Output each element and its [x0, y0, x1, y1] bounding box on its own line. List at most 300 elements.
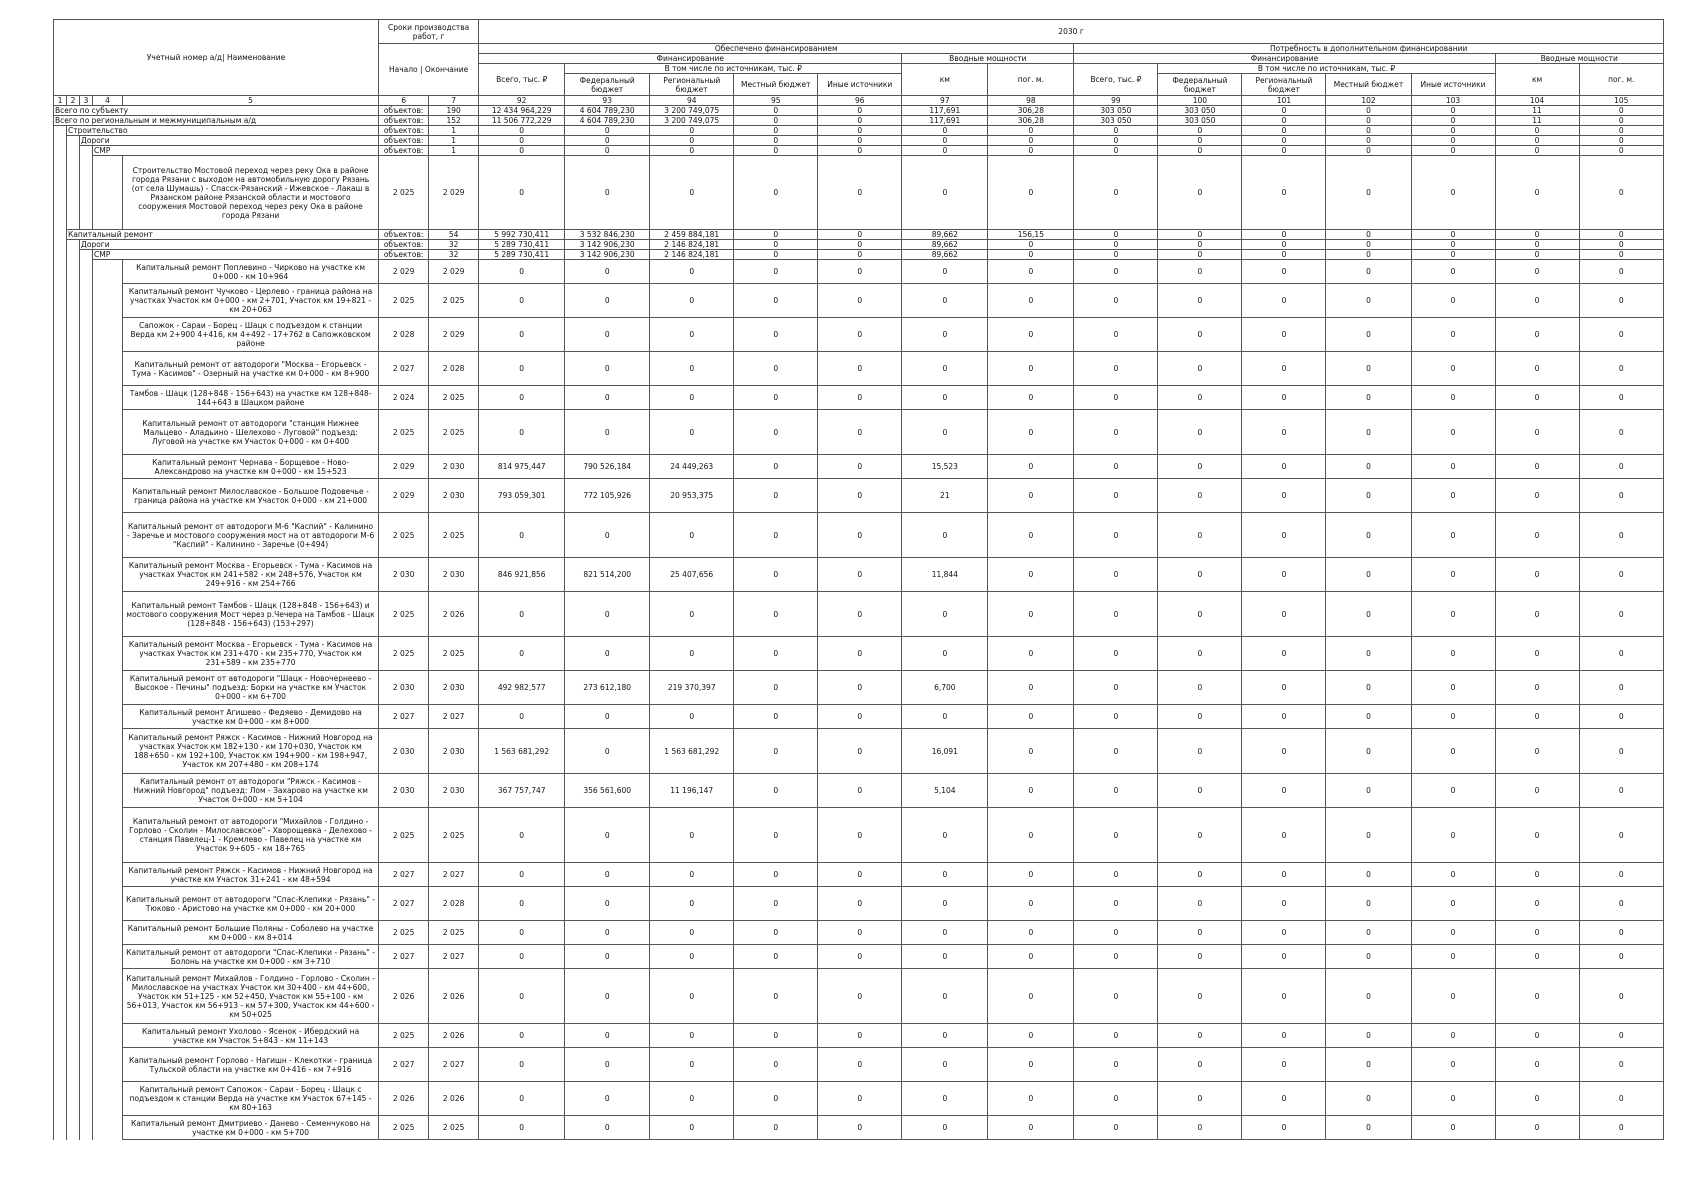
value-cell: 0 — [1242, 637, 1326, 671]
value-cell: 0 — [650, 1116, 734, 1140]
value-cell: 2 146 824,181 — [650, 240, 734, 250]
end-year: 2 030 — [429, 774, 479, 808]
value-cell: 0 — [1326, 969, 1411, 1024]
value-cell: 0 — [1495, 284, 1579, 318]
value-cell: 0 — [1242, 116, 1326, 126]
value-cell: 0 — [565, 1082, 650, 1116]
value-cell: 0 — [902, 1048, 988, 1082]
start-year: 2 025 — [379, 1116, 429, 1140]
indent-cell — [67, 352, 80, 386]
value-cell: 0 — [902, 386, 988, 410]
start-year: 2 025 — [379, 410, 429, 455]
object-name: Капитальный ремонт Сапожок - Сараи - Борец - Шацк с подъездом к станции Верда на участке км Участок 67+145 - км 80+163 — [123, 1082, 379, 1116]
start-year: 2 029 — [379, 455, 429, 479]
value-cell: 0 — [479, 1048, 565, 1082]
value-cell: 0 — [1158, 479, 1242, 513]
indent-cell — [54, 1116, 67, 1140]
end-year: 1 — [429, 136, 479, 146]
indent-cell — [67, 671, 80, 705]
value-cell: 0 — [1411, 592, 1495, 637]
summary-row — [54, 250, 1664, 260]
object-row — [54, 863, 1664, 887]
value-cell: 0 — [1074, 558, 1158, 592]
start-year: объектов: — [379, 230, 429, 240]
value-cell: 0 — [1326, 146, 1411, 156]
value-cell: 1 563 681,292 — [650, 729, 734, 774]
value-cell: 0 — [1411, 156, 1495, 230]
start-year: объектов: — [379, 146, 429, 156]
value-cell: 0 — [1326, 410, 1411, 455]
year-header: 2030 г — [479, 20, 1664, 44]
indent-cell — [54, 126, 67, 136]
value-cell: 0 — [1495, 260, 1579, 284]
value-cell: 0 — [1579, 558, 1663, 592]
end-year: 1 — [429, 146, 479, 156]
indent-cell — [93, 479, 123, 513]
value-cell: 0 — [1074, 705, 1158, 729]
end-year: 190 — [429, 106, 479, 116]
object-name: Капитальный ремонт от автодороги "Спас-Клепики - Рязань" - Болонь на участке км 0+000 - км 3+710 — [123, 945, 379, 969]
value-cell: 0 — [565, 729, 650, 774]
value-cell: 0 — [1579, 1116, 1663, 1140]
value-cell: 0 — [1411, 318, 1495, 352]
indent-cell — [80, 284, 93, 318]
value-cell: 0 — [988, 671, 1074, 705]
object-name: Капитальный ремонт Ряжск - Касимов - Нижний Новгород на участках Участок км 182+130 - км 170+030, Участок км 188+650 - км 192+100, Участок км 194+900 - км 198+947, Участок км 207+480 - км 208+174 — [123, 729, 379, 774]
value-cell: 0 — [734, 729, 818, 774]
object-name: Капитальный ремонт Милославское - Большое Подовечье - граница района на участке км Участок 0+000 - км 21+000 — [123, 479, 379, 513]
value-cell: 0 — [1326, 1048, 1411, 1082]
value-cell: 5 992 730,411 — [479, 230, 565, 240]
value-cell: 0 — [1326, 240, 1411, 250]
value-cell: 0 — [818, 284, 902, 318]
indent-cell — [67, 921, 80, 945]
value-cell: 0 — [818, 969, 902, 1024]
value-cell: 0 — [1579, 808, 1663, 863]
object-row — [54, 455, 1664, 479]
end-year: 152 — [429, 116, 479, 126]
value-cell: 0 — [479, 146, 565, 156]
value-cell: 0 — [1326, 1082, 1411, 1116]
indent-cell — [54, 592, 67, 637]
value-cell: 0 — [818, 410, 902, 455]
account-name-header: Учетный номер а/д| Наименование — [54, 20, 379, 96]
end-year: 54 — [429, 230, 479, 240]
value-cell: 0 — [479, 945, 565, 969]
indent-cell — [67, 513, 80, 558]
value-cell: 3 142 906,230 — [565, 250, 650, 260]
value-cell: 0 — [1326, 116, 1411, 126]
end-year: 2 029 — [429, 318, 479, 352]
object-name: Капитальный ремонт от автодороги "Спас-Клепики - Рязань" - Тюково - Аристово на участке км 0+000 - км 20+000 — [123, 887, 379, 921]
value-cell: 0 — [902, 513, 988, 558]
indent-cell — [80, 969, 93, 1024]
indent-cell — [93, 969, 123, 1024]
value-cell: 0 — [988, 863, 1074, 887]
indent-cell — [80, 774, 93, 808]
indent-cell — [67, 1048, 80, 1082]
indent-cell — [67, 1082, 80, 1116]
value-cell: 0 — [650, 592, 734, 637]
value-cell: 0 — [818, 1024, 902, 1048]
start-year: 2 026 — [379, 1082, 429, 1116]
value-cell: 0 — [818, 558, 902, 592]
indent-cell — [54, 921, 67, 945]
indent-cell — [54, 230, 67, 240]
value-cell: 0 — [1242, 705, 1326, 729]
value-cell: 0 — [1158, 705, 1242, 729]
value-cell: 0 — [1579, 116, 1663, 126]
col-number: 97 — [902, 96, 988, 106]
value-cell: 0 — [818, 1082, 902, 1116]
col-number: 105 — [1579, 96, 1663, 106]
value-cell: 0 — [650, 969, 734, 1024]
value-cell: 0 — [1495, 637, 1579, 671]
value-cell: 0 — [734, 887, 818, 921]
end-year: 2 030 — [429, 558, 479, 592]
value-cell: 0 — [902, 352, 988, 386]
value-cell: 0 — [902, 260, 988, 284]
object-row — [54, 1048, 1664, 1082]
indent-cell — [80, 1082, 93, 1116]
value-cell: 0 — [1495, 386, 1579, 410]
object-name: Капитальный ремонт Поплевино - Чирково на участке км 0+000 - км 10+964 — [123, 260, 379, 284]
value-cell: 0 — [988, 513, 1074, 558]
value-cell: 0 — [1411, 126, 1495, 136]
value-cell: 0 — [818, 863, 902, 887]
value-cell: 0 — [1579, 1024, 1663, 1048]
federal-header-secured: Федеральный бюджет — [565, 74, 650, 96]
value-cell: 0 — [1411, 774, 1495, 808]
value-cell: 0 — [988, 558, 1074, 592]
indent-cell — [93, 156, 123, 230]
value-cell: 0 — [988, 260, 1074, 284]
value-cell: 0 — [902, 410, 988, 455]
value-cell: 0 — [1411, 863, 1495, 887]
value-cell: 0 — [1074, 146, 1158, 156]
value-cell: 0 — [1579, 671, 1663, 705]
object-name: Капитальный ремонт Михайлов - Голдино - Горлово - Сколин - Милославское на участках Участок км 30+400 - км 44+600, Участок км 51+125 - км 52+450, Участок км 55+100 - км 56+013, Участок км 56+913 - км 57+300, Участок км 44+600 - км 50+025 — [123, 969, 379, 1024]
value-cell: 0 — [988, 637, 1074, 671]
indent-cell — [67, 1116, 80, 1140]
value-cell: 89,662 — [902, 250, 988, 260]
value-cell: 0 — [565, 284, 650, 318]
value-cell: 0 — [1158, 1024, 1242, 1048]
indent-cell — [93, 671, 123, 705]
value-cell: 0 — [1411, 1116, 1495, 1140]
value-cell: 0 — [1074, 284, 1158, 318]
value-cell: 0 — [734, 410, 818, 455]
value-cell: 0 — [1158, 250, 1242, 260]
value-cell: 0 — [988, 126, 1074, 136]
value-cell: 0 — [1074, 774, 1158, 808]
start-year: 2 025 — [379, 513, 429, 558]
object-row — [54, 386, 1664, 410]
value-cell: 0 — [650, 410, 734, 455]
value-cell: 0 — [818, 352, 902, 386]
end-year: 2 028 — [429, 887, 479, 921]
indent-cell — [80, 729, 93, 774]
value-cell: 0 — [1411, 945, 1495, 969]
value-cell: 303 050 — [1074, 116, 1158, 126]
value-cell: 0 — [734, 106, 818, 116]
value-cell: 0 — [1074, 136, 1158, 146]
value-cell: 0 — [1158, 637, 1242, 671]
value-cell: 0 — [650, 136, 734, 146]
value-cell: 0 — [988, 386, 1074, 410]
value-cell: 0 — [479, 887, 565, 921]
value-cell: 0 — [565, 318, 650, 352]
value-cell: 5 289 730,411 — [479, 240, 565, 250]
value-cell: 0 — [1579, 352, 1663, 386]
value-cell: 0 — [988, 479, 1074, 513]
value-cell: 0 — [988, 592, 1074, 637]
value-cell: 0 — [734, 352, 818, 386]
indent-cell — [54, 671, 67, 705]
indent-cell — [80, 260, 93, 284]
value-cell: 0 — [1579, 921, 1663, 945]
value-cell: 5,104 — [902, 774, 988, 808]
value-cell: 0 — [1411, 558, 1495, 592]
indent-cell — [54, 318, 67, 352]
value-cell: 0 — [650, 386, 734, 410]
value-cell: 0 — [1411, 116, 1495, 126]
value-cell: 0 — [1579, 1082, 1663, 1116]
value-cell: 0 — [988, 1048, 1074, 1082]
end-year: 2 027 — [429, 863, 479, 887]
value-cell: 11 196,147 — [650, 774, 734, 808]
object-row — [54, 156, 1664, 230]
value-cell: 0 — [734, 1116, 818, 1140]
object-name: Капитальный ремонт от автодороги "Ряжск - Касимов - Нижний Новгород" подъезд: Лом - Захарово на участке км Участок 0+000 - км 5+104 — [123, 774, 379, 808]
value-cell: 0 — [1074, 513, 1158, 558]
start-year: 2 027 — [379, 887, 429, 921]
indent-cell — [80, 352, 93, 386]
value-cell: 0 — [988, 1116, 1074, 1140]
col-number: 98 — [988, 96, 1074, 106]
value-cell: 0 — [902, 887, 988, 921]
start-year: 2 027 — [379, 705, 429, 729]
object-row — [54, 410, 1664, 455]
value-cell: 117,691 — [902, 116, 988, 126]
value-cell: 0 — [734, 284, 818, 318]
indent-cell — [67, 455, 80, 479]
value-cell: 0 — [479, 705, 565, 729]
value-cell: 0 — [1579, 146, 1663, 156]
col-number: 93 — [565, 96, 650, 106]
object-name: Капитальный ремонт Чучково - Церлево - граница района на участках Участок км 0+000 - км 2+701, Участок км 19+821 - км 20+063 — [123, 284, 379, 318]
total-header-need: Всего, тыс. ₽ — [1074, 64, 1158, 96]
value-cell: 0 — [1158, 1082, 1242, 1116]
value-cell: 2 146 824,181 — [650, 250, 734, 260]
value-cell: 156,15 — [988, 230, 1074, 240]
indent-cell — [93, 774, 123, 808]
value-cell: 0 — [1074, 126, 1158, 136]
value-cell: 0 — [1074, 318, 1158, 352]
value-cell: 0 — [1411, 921, 1495, 945]
value-cell: 0 — [1242, 318, 1326, 352]
value-cell: 0 — [1579, 250, 1663, 260]
end-year: 2 028 — [429, 352, 479, 386]
value-cell: 0 — [1074, 729, 1158, 774]
value-cell: 0 — [734, 945, 818, 969]
summary-row — [54, 240, 1664, 250]
value-cell: 0 — [650, 705, 734, 729]
object-name: Капитальный ремонт Ряжск - Касимов - Нижний Новгород на участке км Участок 31+241 - км 48+594 — [123, 863, 379, 887]
indent-cell — [93, 513, 123, 558]
value-cell: 0 — [734, 250, 818, 260]
value-cell: 0 — [1579, 318, 1663, 352]
indent-cell — [54, 156, 67, 230]
value-cell: 0 — [1495, 671, 1579, 705]
indent-cell — [80, 921, 93, 945]
value-cell: 0 — [1579, 887, 1663, 921]
value-cell: 0 — [1326, 671, 1411, 705]
value-cell: 0 — [1158, 230, 1242, 240]
start-year: объектов: — [379, 136, 429, 146]
value-cell: 0 — [1242, 774, 1326, 808]
value-cell: 0 — [1074, 230, 1158, 240]
value-cell: 0 — [1158, 774, 1242, 808]
value-cell: 0 — [1411, 637, 1495, 671]
value-cell: 0 — [1579, 513, 1663, 558]
indent-cell — [80, 637, 93, 671]
object-row — [54, 1116, 1664, 1140]
value-cell: 0 — [1242, 156, 1326, 230]
value-cell: 0 — [479, 969, 565, 1024]
indent-cell — [54, 1024, 67, 1048]
start-year: 2 030 — [379, 774, 429, 808]
value-cell: 0 — [1495, 774, 1579, 808]
value-cell: 0 — [1158, 1048, 1242, 1082]
value-cell: 0 — [1326, 887, 1411, 921]
value-cell: 0 — [988, 136, 1074, 146]
value-cell: 0 — [1495, 352, 1579, 386]
value-cell: 0 — [1242, 671, 1326, 705]
start-year: 2 025 — [379, 1024, 429, 1048]
value-cell: 0 — [818, 479, 902, 513]
value-cell: 0 — [1158, 455, 1242, 479]
value-cell: 0 — [1326, 106, 1411, 116]
value-cell: 0 — [479, 318, 565, 352]
value-cell: 11,844 — [902, 558, 988, 592]
value-cell: 0 — [1242, 136, 1326, 146]
col-number: 4 — [93, 96, 123, 106]
summary-row — [54, 230, 1664, 240]
value-cell: 306,28 — [988, 116, 1074, 126]
value-cell: 0 — [1074, 240, 1158, 250]
indent-cell — [93, 729, 123, 774]
indent-cell — [80, 671, 93, 705]
indent-cell — [67, 558, 80, 592]
capacity-header-secured: Вводные мощности — [902, 54, 1074, 64]
indent-cell — [54, 136, 67, 146]
value-cell: 0 — [1495, 1116, 1579, 1140]
end-year: 32 — [429, 250, 479, 260]
value-cell: 0 — [1242, 1024, 1326, 1048]
value-cell: 0 — [1579, 260, 1663, 284]
value-cell: 0 — [1326, 352, 1411, 386]
value-cell: 0 — [1326, 921, 1411, 945]
value-cell: 11 — [1495, 116, 1579, 126]
value-cell: 0 — [818, 921, 902, 945]
value-cell: 0 — [1411, 455, 1495, 479]
value-cell: 0 — [902, 637, 988, 671]
object-name: Капитальный ремонт от автодороги "Михайлов - Голдино - Горлово - Сколин - Милославское" - Хворощевка - Делехово - станция Павелец-1 - Кремлево - Павелец на участке км Участок 9+605 - км 18+765 — [123, 808, 379, 863]
start-year: 2 030 — [379, 671, 429, 705]
value-cell: 25 407,656 — [650, 558, 734, 592]
value-cell: 0 — [565, 136, 650, 146]
value-cell: 0 — [650, 945, 734, 969]
value-cell: 0 — [650, 921, 734, 945]
value-cell: 0 — [1411, 352, 1495, 386]
value-cell: 0 — [902, 284, 988, 318]
summary-row — [54, 146, 1664, 156]
value-cell: 0 — [1158, 352, 1242, 386]
indent-cell — [54, 513, 67, 558]
value-cell: 0 — [818, 455, 902, 479]
value-cell: 0 — [1242, 455, 1326, 479]
value-cell: 0 — [1158, 887, 1242, 921]
value-cell: 0 — [650, 260, 734, 284]
federal-header-need: Федеральный бюджет — [1158, 74, 1242, 96]
value-cell: 0 — [1495, 250, 1579, 260]
end-year: 2 030 — [429, 455, 479, 479]
indent-cell — [67, 1024, 80, 1048]
by-source-header-need: В том числе по источникам, тыс. ₽ — [1158, 64, 1495, 74]
indent-cell — [80, 250, 93, 260]
col-number: 1 — [54, 96, 67, 106]
value-cell: 0 — [1158, 386, 1242, 410]
value-cell: 0 — [1326, 1024, 1411, 1048]
value-cell: 0 — [818, 318, 902, 352]
value-cell: 0 — [1411, 260, 1495, 284]
value-cell: 303 050 — [1158, 106, 1242, 116]
indent-cell — [93, 921, 123, 945]
value-cell: 0 — [479, 386, 565, 410]
value-cell: 0 — [988, 729, 1074, 774]
object-name: Капитальный ремонт от автодороги "станция Нижнее Мальцево - Аладьино - Шелехово - Луговой" подъезд: Луговой на участке км Участок 0+000 - км 0+400 — [123, 410, 379, 455]
value-cell: 0 — [1411, 284, 1495, 318]
value-cell: 303 050 — [1158, 116, 1242, 126]
value-cell: 0 — [1326, 156, 1411, 230]
value-cell: 0 — [1242, 1048, 1326, 1082]
value-cell: 0 — [818, 592, 902, 637]
value-cell: 0 — [1411, 808, 1495, 863]
col-number: 3 — [80, 96, 93, 106]
object-row — [54, 969, 1664, 1024]
value-cell: 0 — [1411, 230, 1495, 240]
value-cell: 0 — [565, 887, 650, 921]
value-cell: 0 — [818, 671, 902, 705]
value-cell: 0 — [1411, 386, 1495, 410]
indent-cell — [54, 887, 67, 921]
value-cell: 793 059,301 — [479, 479, 565, 513]
start-end-header: Начало | Окончание — [379, 44, 479, 96]
value-cell: 790 526,184 — [565, 455, 650, 479]
value-cell: 814 975,447 — [479, 455, 565, 479]
indent-cell — [67, 136, 80, 146]
object-name: Капитальный ремонт Большие Поляны - Соболево на участке км 0+000 - км 8+014 — [123, 921, 379, 945]
value-cell: 15,523 — [902, 455, 988, 479]
value-cell: 0 — [818, 240, 902, 250]
financing-table — [53, 19, 1664, 1140]
value-cell: 0 — [1411, 1024, 1495, 1048]
value-cell: 0 — [734, 513, 818, 558]
value-cell: 492 982,577 — [479, 671, 565, 705]
value-cell: 0 — [479, 808, 565, 863]
indent-cell — [54, 284, 67, 318]
